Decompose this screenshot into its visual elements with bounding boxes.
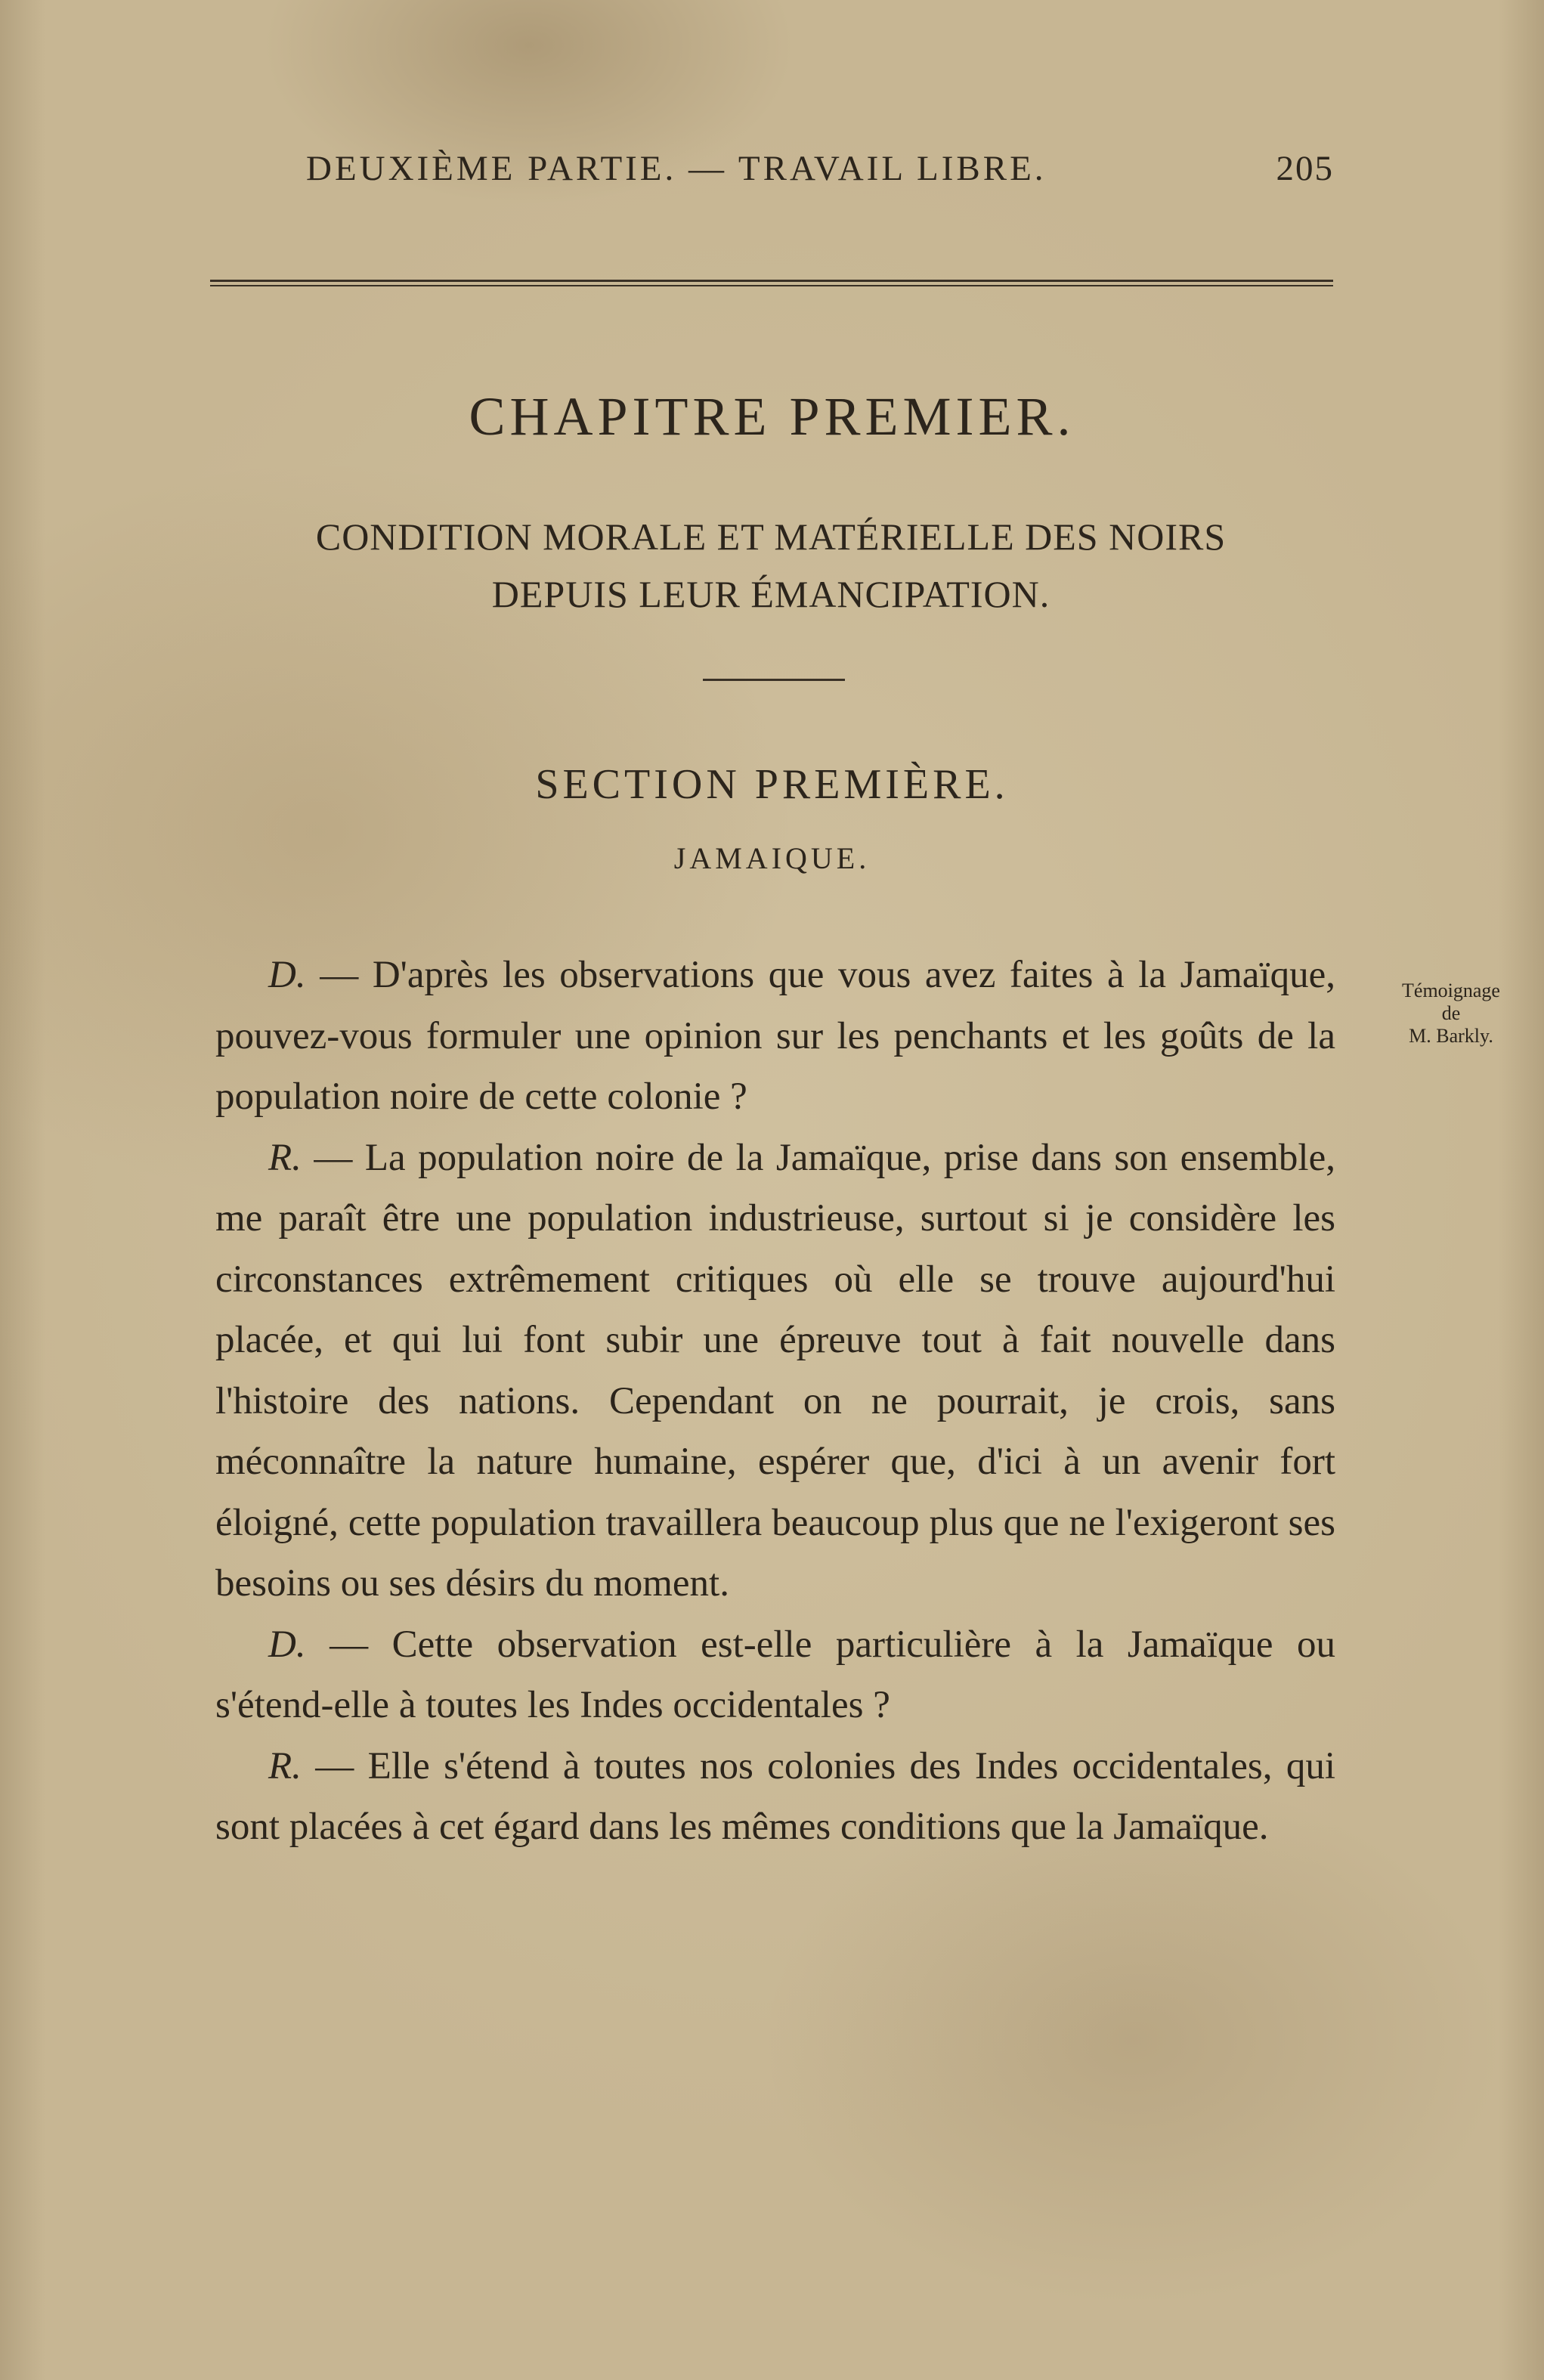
paragraph — [215, 1736, 1335, 1858]
paragraph-text: — D'après les observations que vous avez faites à la Jamaïque, pouvez-vous formuler une opinion sur les penchants et les goûts de la population noire de cette colonie ? — [215, 954, 1335, 1118]
margin-note-line3: M. Barkly. — [1409, 1025, 1493, 1047]
speaker-label: R. — [268, 1136, 302, 1179]
margin-note-line1: Témoignage — [1402, 980, 1500, 1001]
margin-note — [1375, 980, 1527, 1048]
paragraph — [215, 945, 1335, 1128]
margin-note-line2: de — [1441, 1002, 1461, 1024]
header-rule — [210, 280, 1333, 286]
chapter-subtitle-line2: DEPUIS LEUR ÉMANCIPATION. — [491, 573, 1050, 615]
running-head — [306, 148, 1334, 189]
paragraph-text: — Elle s'étend à toutes nos colonies des Indes occidentales, qui sont placées à cet égard dans les mêmes conditions que la Jamaïque. — [215, 1744, 1335, 1848]
paragraph-text: — La population noire de la Jamaïque, prise dans son ensemble, me paraît être une population industrieuse, surtout si je considère les circonstances extrêmement critiques où elle se trouve aujourd'hui placée, et qui lui font subir une épreuve tout à fait nouvelle dans l'histoire des nations. Cependant on ne pourrait, je crois, sans méconnaître la nature humaine, espérer que, d'ici à un avenir fort éloigné, cette population travaillera beaucoup plus que ne l'exigeront ses besoins ou ses désirs du moment. — [215, 1136, 1335, 1605]
page-number: 205 — [1276, 149, 1334, 188]
speaker-label: R. — [268, 1744, 302, 1787]
section-divider — [703, 679, 845, 681]
paragraph — [215, 1128, 1335, 1614]
speaker-label: D. — [268, 954, 306, 996]
section-subtitle: JAMAIQUE. — [673, 841, 871, 875]
body-text — [215, 945, 1335, 1858]
chapter-title: CHAPITRE PREMIER. — [469, 386, 1075, 447]
paragraph — [215, 1614, 1335, 1736]
paragraph-text: — Cette observation est-elle particulière à la Jamaïque ou s'étend-elle à toutes les Indes occidentales ? — [215, 1623, 1335, 1726]
chapter-subtitle — [227, 508, 1315, 623]
chapter-subtitle-line1: CONDITION MORALE ET MATÉRIELLE DES NOIRS — [315, 515, 1227, 558]
section-title: SECTION PREMIÈRE. — [535, 761, 1009, 808]
running-title: DEUXIÈME PARTIE. — TRAVAIL LIBRE. — [306, 149, 1047, 188]
speaker-label: D. — [268, 1623, 306, 1666]
